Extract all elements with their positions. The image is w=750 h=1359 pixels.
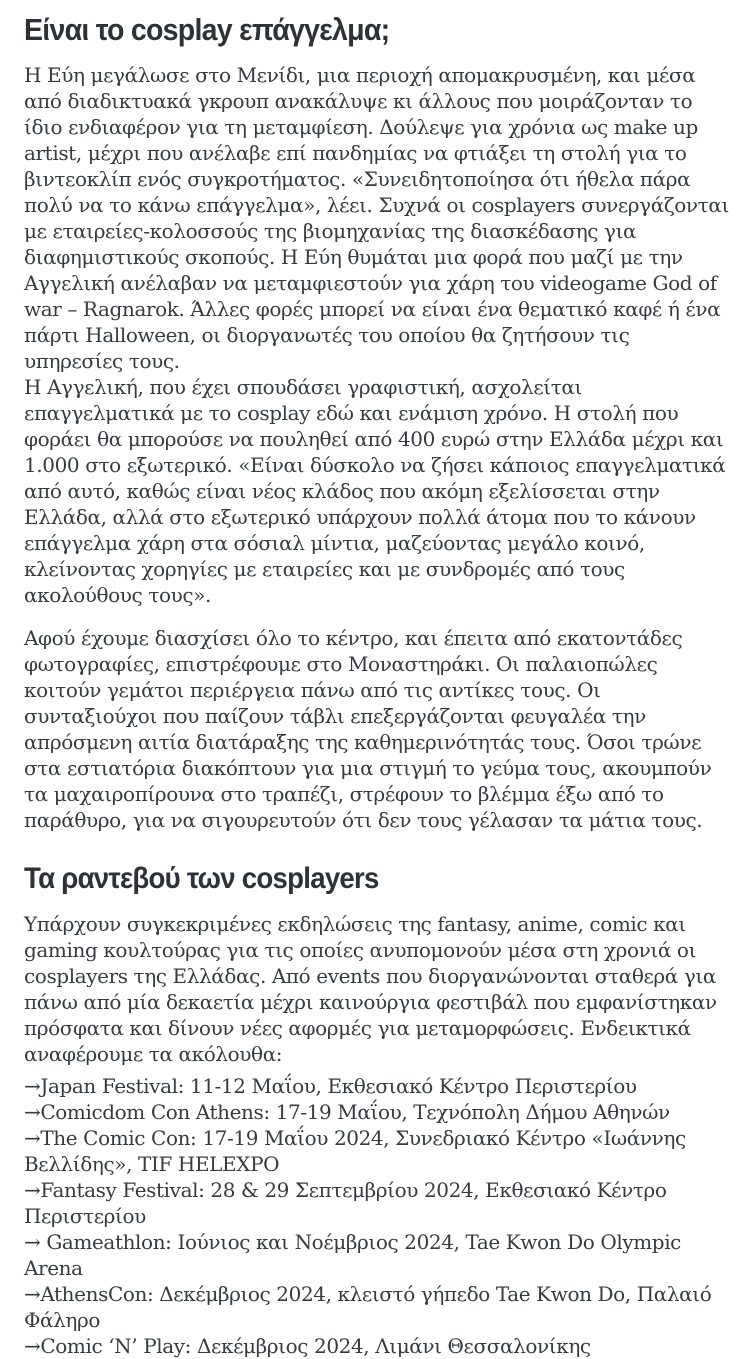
section-heading-cosplay-profession: Είναι το cosplay επάγγελμα; — [24, 12, 390, 47]
event-item-the-comic-con: →The Comic Con: 17-19 Μαΐου 2024, Συνεδριακό Κέντρο «Ιωάννης Βελλίδης», TIF HELEXPO — [24, 1126, 686, 1176]
paragraph-events-intro: Υπάρχουν συγκεκριμένες εκδηλώσεις της fantasy, anime, comic και gaming κουλτούρας για τις οποίες ανυπομονούν μέσα στη χρονιά οι cosplayers της Ελλάδας. Από events που διοργανώνονται σταθερά για πάνω από μία δεκαετία μέχρι καινούργια φεστιβάλ που εμφανίστηκαν πρόσφατα και δίνουν νέες αφορμές για μεταμορφώσεις. Ενδεικτικά αναφέρουμε τα ακόλουθα: — [24, 912, 717, 1066]
paragraph-evi-story: Η Εύη μεγάλωσε στο Μενίδι, μια περιοχή απομακρυσμένη, και μέσα από διαδικτυακά γκρουπ ανακάλυψε κι άλλους που μοιράζονταν το ίδιο ενδιαφέρον για τη μεταμφίεση. Δούλεψε για χρόνια ως make up artist, μέχρι που ανέλαβε επί πανδημίας να φτιάξει τη στολή για το βιντεοκλίπ ενός συγκροτήματος. «Συνειδητοποίησα ότι ήθελα πάρα πολύ να το κάνω επάγγελμα», λέει. Συχνά οι cosplayers συνεργάζονται με εταιρείες-κολοσσούς της βιομηχανίας της διασκέδασης για διαφημιστικούς σκοπούς. Η Εύη θυμάται μια φορά που μαζί με την Αγγελική ανέλαβαν να μεταμφιεστούν για χάρη του videogame God of war – Ragnarok. Άλλες φορές μπορεί να είναι ένα θεματικό καφέ ή ένα πάρτι Halloween, οι διοργανωτές του οποίου θα ζητήσουν τις υπηρεσίες τους. — [24, 63, 729, 373]
event-item-comic-n-play: →Comic ‘N’ Play: Δεκέμβριος 2024, Λιμάνι Θεσσαλονίκης — [24, 1334, 591, 1358]
events-list — [24, 1073, 729, 1359]
event-item-gameathlon: → Gameathlon: Ιούνιος και Νοέμβριος 2024, Tae Kwon Do Olympic Arena — [24, 1230, 681, 1280]
paragraph-aggeliki-story: Η Αγγελική, που έχει σπουδάσει γραφιστική, ασχολείται επαγγελματικά με το cosplay εδώ και ενάμιση χρόνο. Η στολή που φοράει θα μπορούσε να πουληθεί από 400 ευρώ στην Ελλάδα μέχρι και 1.000 στο εξωτερικό. «Είναι δύσκολο να ζήσει κάποιος επαγγελματικά από αυτό, καθώς είναι νέος κλάδος που ακόμη εξελίσσεται στην Ελλάδα, αλλά στο εξωτερικό υπάρχουν πολλά άτομα που το κάνουν επάγγελμα χάρη στα σόσιαλ μίντια, μαζεύοντας μεγάλο κοινό, κλείνοντας χορηγίες με εταιρείες και με συνδρομές από τους ακολούθους τους». — [24, 375, 726, 607]
event-item-athenscon: →AthensCon: Δεκέμβριος 2024, κλειστό γήπεδο Tae Kwon Do, Παλαιό Φάληρο — [24, 1282, 712, 1332]
event-item-fantasy-festival: →Fantasy Festival: 28 & 29 Σεπτεμβρίου 2024, Εκθεσιακό Κέντρο Περιστερίου — [24, 1178, 667, 1228]
event-item-comicdom-con: →Comicdom Con Athens: 17-19 Μαΐου, Τεχνόπολη Δήμου Αθηνών — [24, 1100, 670, 1124]
event-item-japan-festival: →Japan Festival: 11-12 Μαΐου, Εκθεσιακό Κέντρο Περιστερίου — [24, 1074, 637, 1098]
section-heading-cosplayer-events: Τα ραντεβού των cosplayers — [24, 862, 379, 895]
paragraph-monastiraki: Αφού έχουμε διασχίσει όλο το κέντρο, και έπειτα από εκατοντάδες φωτογραφίες, επιστρέφουμε στο Μοναστηράκι. Οι παλαιοπώλες κοιτούν γεμάτοι περιέργεια πάνω από τις αντίκες τους. Οι συνταξιούχοι που παίζουν τάβλι επεξεργάζονται φευγαλέα την απρόσμενη αιτία διατάραξης της καθημερινότητάς τους. Όσοι τρώνε στα εστιατόρια διακόπτουν για μια στιγμή το γεύμα τους, ακουμπούν τα μαχαιροπίρουνα στο τραπέζι, στρέφουν το βλέμμα έξω από το παράθυρο, για να σιγουρευτούν ότι δεν τους γέλασαν τα μάτια τους. — [24, 626, 712, 832]
